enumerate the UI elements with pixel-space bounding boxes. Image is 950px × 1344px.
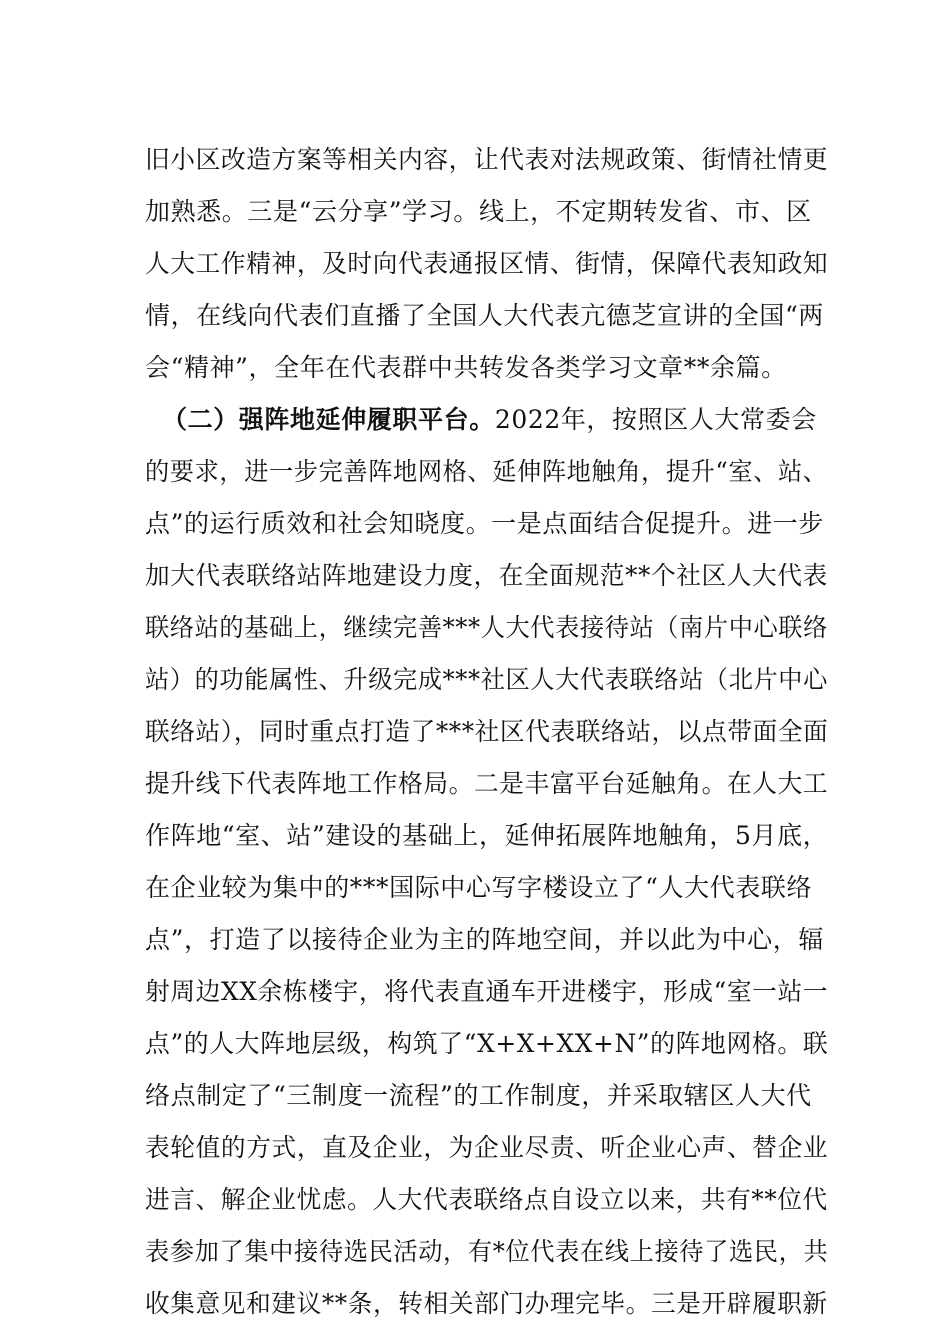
body-text-line: 进言、解企业忧虑。人大代表联络点自设立以来，共有**位代	[145, 1185, 828, 1214]
body-text-line: 表参加了集中接待选民活动，有*位代表在线上接待了选民，共	[145, 1237, 829, 1266]
body-text-line: 会“精神”，全年在代表群中共转发各类学习文章**余篇。	[145, 353, 787, 382]
body-text-line: 射周边XX余栋楼宇，将代表直通车开进楼宇，形成“室一站一	[145, 977, 829, 1006]
body-text-line: 表轮值的方式，直及企业，为企业尽责、听企业心声、替企业	[145, 1133, 829, 1162]
body-text-line: 在企业较为集中的***国际中心写字楼设立了“人大代表联络	[145, 873, 813, 902]
body-text-line: 点”的人大阵地层级，构筑了“X+X+XX+N”的阵地网格。联	[145, 1029, 829, 1058]
body-text-line: 人大工作精神，及时向代表通报区情、街情，保障代表知政知	[145, 249, 829, 278]
body-text-line: 收集意见和建议**条，转相关部门办理完毕。三是开辟履职新	[145, 1289, 828, 1318]
body-text-line: 作阵地“室、站”建设的基础上，延伸拓展阵地触角，5月底，	[145, 821, 829, 850]
body-text-line: 情，在线向代表们直播了全国人大代表亢德芝宣讲的全国“两	[145, 301, 824, 330]
body-text-line: 点”的运行质效和社会知晓度。一是点面结合促提升。进一步	[145, 509, 824, 538]
body-text-line: 点”，打造了以接待企业为主的阵地空间，并以此为中心，辐	[145, 925, 824, 954]
body-text-line: 的要求，进一步完善阵地网格、延伸阵地触角，提升“室、站、	[145, 457, 828, 486]
body-text-line: 加熟悉。三是“云分享”学习。线上，不定期转发省、市、区	[145, 197, 812, 226]
section-heading: （二）强阵地延伸履职平台。	[162, 405, 495, 434]
body-text-inline: 2022年，按照区人大常委会	[494, 405, 817, 434]
body-text-line: 加大代表联络站阵地建设力度，在全面规范**个社区人大代表	[145, 561, 828, 590]
body-text-line: 联络站的基础上，继续完善***人大代表接待站（南片中心联络	[145, 613, 828, 642]
body-text-line: 站）的功能属性、升级完成***社区人大代表联络站（北片中心	[145, 665, 828, 694]
body-text-line: 旧小区改造方案等相关内容，让代表对法规政策、街情社情更	[145, 145, 829, 174]
body-text-line: 联络站），同时重点打造了***社区代表联络站，以点带面全面	[145, 717, 829, 746]
body-text-line: 提升线下代表阵地工作格局。二是丰富平台延触角。在人大工	[145, 769, 829, 798]
body-text-line: 络点制定了“三制度一流程”的工作制度，并采取辖区人大代	[145, 1081, 812, 1110]
section-heading-line	[162, 407, 817, 432]
